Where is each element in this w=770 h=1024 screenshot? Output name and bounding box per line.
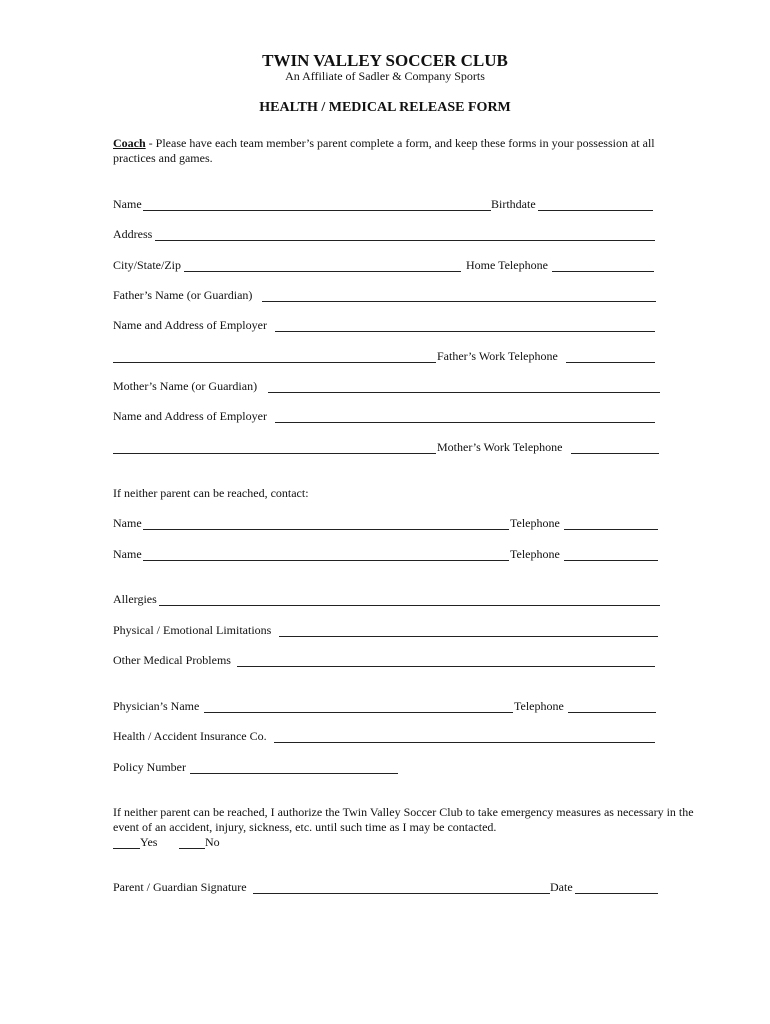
signature-input[interactable]: [253, 893, 550, 894]
club-subtitle: An Affiliate of Sadler & Company Sports: [285, 69, 485, 83]
limitations-label: Physical / Emotional Limitations: [113, 623, 272, 637]
other-medical-label: Other Medical Problems: [113, 653, 231, 667]
date-label: Date: [550, 880, 573, 894]
signature-label: Parent / Guardian Signature: [113, 880, 247, 894]
club-title: TWIN VALLEY SOCCER CLUB: [262, 51, 508, 70]
contact-name-1-label: Name: [113, 516, 142, 530]
fathers-work-telephone-label: Father’s Work Telephone: [437, 349, 558, 363]
allergies-label: Allergies: [113, 592, 157, 606]
contact-telephone-2-input[interactable]: [564, 560, 658, 561]
contact-name-2-label: Name: [113, 547, 142, 561]
employer-1-address-input[interactable]: [113, 362, 436, 363]
city-state-zip-input[interactable]: [184, 271, 461, 272]
insurance-input[interactable]: [274, 742, 655, 743]
contact-telephone-1-label: Telephone: [510, 516, 560, 530]
allergies-input[interactable]: [159, 605, 660, 606]
employer-1-input[interactable]: [275, 331, 655, 332]
city-state-zip-label: City/State/Zip: [113, 258, 181, 272]
form-title: HEALTH / MEDICAL RELEASE FORM: [259, 100, 511, 115]
yes-checkbox[interactable]: [113, 848, 140, 849]
mothers-work-telephone-label: Mother’s Work Telephone: [437, 440, 563, 454]
other-medical-input[interactable]: [237, 666, 655, 667]
employer-1-label: Name and Address of Employer: [113, 318, 267, 332]
insurance-label: Health / Accident Insurance Co.: [113, 729, 267, 743]
policy-number-label: Policy Number: [113, 760, 186, 774]
contact-telephone-1-input[interactable]: [564, 529, 658, 530]
no-checkbox[interactable]: [179, 848, 205, 849]
contact-telephone-2-label: Telephone: [510, 547, 560, 561]
name-input[interactable]: [143, 210, 491, 211]
fathers-name-label: Father’s Name (or Guardian): [113, 288, 253, 302]
home-telephone-input[interactable]: [552, 271, 654, 272]
contact-intro: If neither parent can be reached, contact:: [113, 486, 309, 500]
authorization-text: If neither parent can be reached, I authorize the Twin Valley Soccer Club to take emergency measures as necessary in the event of an accident, injury, sickness, etc. until such time as I may be contacted.: [113, 805, 694, 834]
physicians-name-label: Physician’s Name: [113, 699, 200, 713]
coach-text: - Please have each team member’s parent complete a form, and keep these forms in your possession at all practices and games.: [113, 136, 655, 165]
fathers-name-input[interactable]: [262, 301, 656, 302]
no-label: No: [205, 835, 220, 849]
policy-number-input[interactable]: [190, 773, 398, 774]
limitations-input[interactable]: [279, 636, 658, 637]
mothers-work-telephone-input[interactable]: [571, 453, 659, 454]
contact-name-2-input[interactable]: [143, 560, 509, 561]
physician-telephone-label: Telephone: [514, 699, 564, 713]
employer-2-input[interactable]: [275, 422, 655, 423]
birthdate-input[interactable]: [538, 210, 653, 211]
contact-name-1-input[interactable]: [143, 529, 509, 530]
mothers-name-label: Mother’s Name (or Guardian): [113, 379, 258, 393]
employer-2-label: Name and Address of Employer: [113, 409, 267, 423]
coach-instructions: [113, 136, 693, 166]
coach-label: Coach: [113, 136, 146, 150]
yes-label: Yes: [140, 835, 158, 849]
home-telephone-label: Home Telephone: [466, 258, 548, 272]
address-input[interactable]: [155, 240, 655, 241]
physician-telephone-input[interactable]: [568, 712, 656, 713]
address-label: Address: [113, 227, 153, 241]
physicians-name-input[interactable]: [204, 712, 513, 713]
employer-2-address-input[interactable]: [113, 453, 436, 454]
date-input[interactable]: [575, 893, 658, 894]
fathers-work-telephone-input[interactable]: [566, 362, 655, 363]
birthdate-label: Birthdate: [491, 197, 536, 211]
name-label: Name: [113, 197, 142, 211]
mothers-name-input[interactable]: [268, 392, 660, 393]
